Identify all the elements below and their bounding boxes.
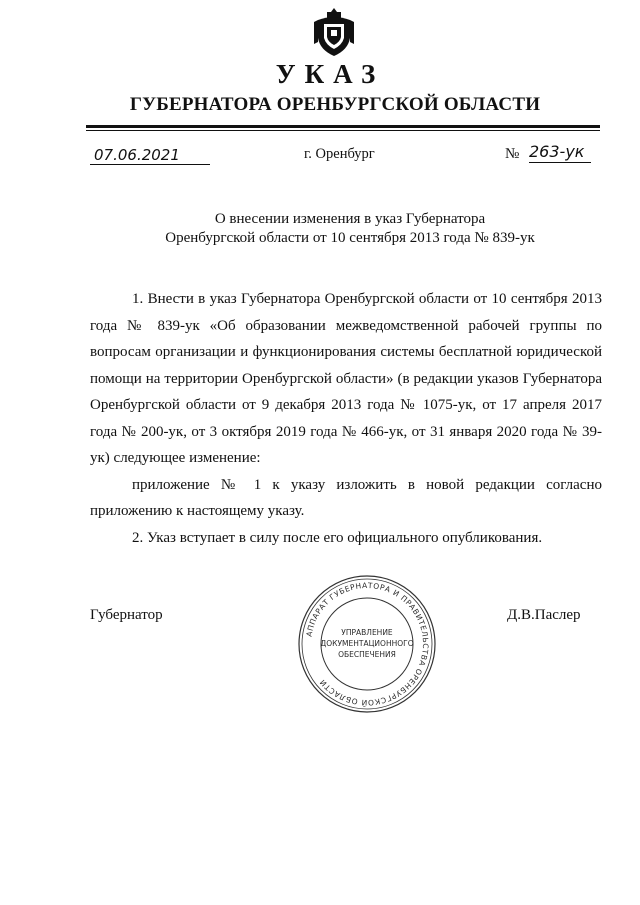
svg-text:ОБЕСПЕЧЕНИЯ: ОБЕСПЕЧЕНИЯ: [338, 650, 396, 659]
document-subtitle: ГУБЕРНАТОРА ОРЕНБУРГСКОЙ ОБЛАСТИ: [129, 94, 541, 115]
document-heading: [120, 210, 580, 248]
heading-line-2: Оренбургской области от 10 сентября 2013 года № 839-ук: [165, 230, 535, 246]
document-body: [90, 286, 602, 551]
header-divider-thick: [86, 125, 600, 128]
official-stamp: [296, 573, 438, 715]
signatory-position: Губернатор: [90, 607, 163, 623]
svg-text:ДОКУМЕНТАЦИОННОГО: ДОКУМЕНТАЦИОННОГО: [320, 639, 414, 648]
svg-text:УПРАВЛЕНИЕ: УПРАВЛЕНИЕ: [341, 628, 393, 637]
document-city: г. Оренбург: [304, 146, 375, 162]
header-divider-thin: [86, 130, 600, 131]
coat-of-arms-icon: [312, 6, 356, 58]
document-title: УКАЗ: [275, 59, 385, 89]
number-sign: №: [505, 146, 520, 162]
body-paragraph: приложение № 1 к указу изложить в новой редакции согласно приложению к настоящему указу.: [90, 476, 602, 519]
heading-line-1: О внесении изменения в указ Губернатора: [214, 211, 486, 227]
svg-text:АППАРАТ ГУБЕРНАТОРА И ПРАВИТЕЛ: АППАРАТ ГУБЕРНАТОРА И ПРАВИТЕЛЬСТВА ОРЕНБУРГСКОЙ ОБЛАСТИ: [304, 580, 431, 708]
document-number: [505, 142, 597, 166]
document-date: 07.06.2021: [90, 146, 210, 165]
signatory-name: Д.В.Паслер: [507, 607, 581, 623]
body-paragraph: 1. Внести в указ Губернатора Оренбургской области от 10 сентября 2013 года № 839-ук «Об образовании межведомственной рабочей группы по вопросам организации и функционирования системы бесплатной юридической помощи на территории Оренбургской области» (в редакции указов Губернатора Оренбургской области от 9 декабря 2013 года № 1075-ук, от 17 апреля 2017 года № 200-ук, от 3 октября 2019 года № 466-ук, от 31 января 2020 года № 39-ук) следующее изменение:: [90, 291, 602, 466]
body-paragraph: 2. Указ вступает в силу после его официального опубликования.: [132, 529, 543, 546]
number-value: 263-ук: [529, 142, 591, 163]
